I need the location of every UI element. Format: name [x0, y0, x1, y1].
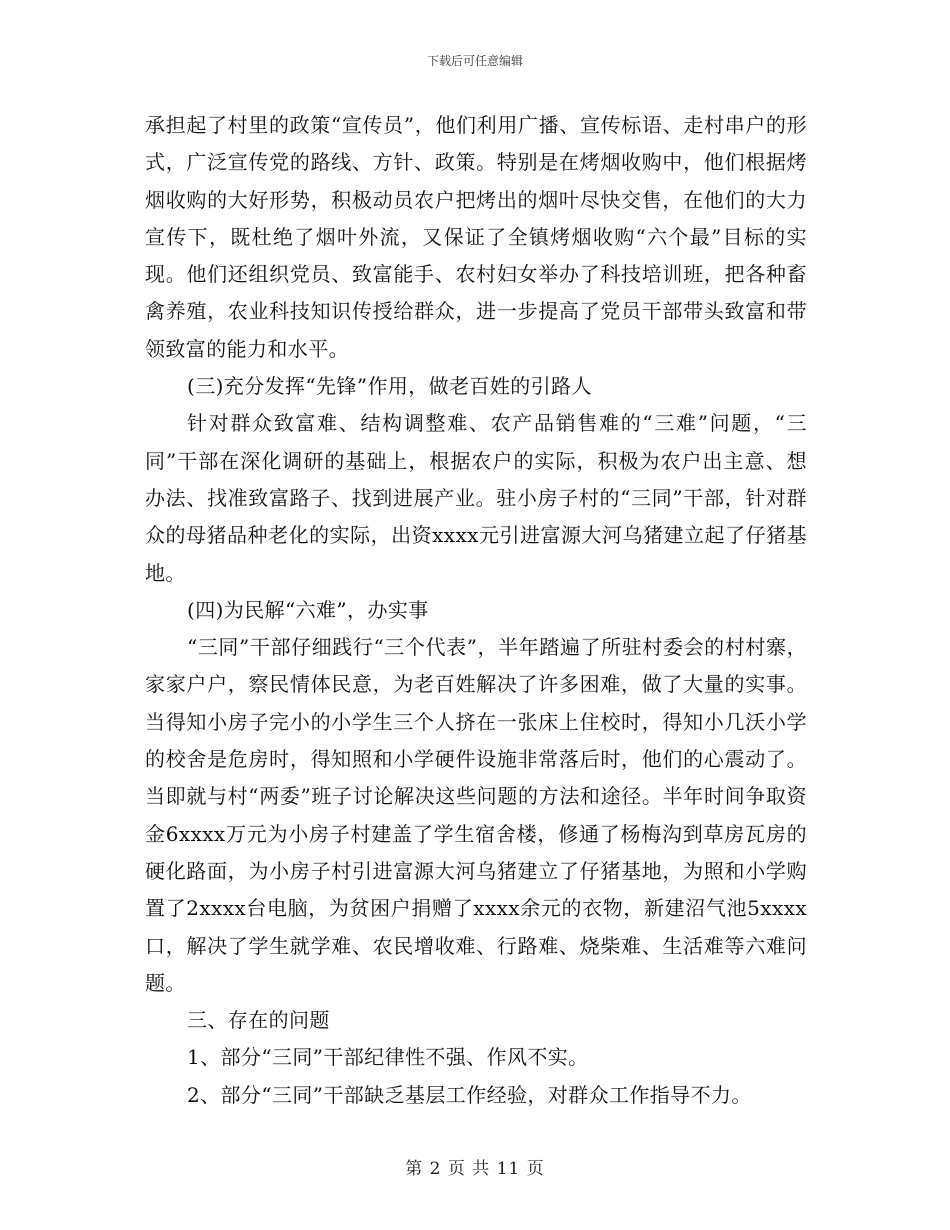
problem-item-1: 1、部分“三同”干部纪律性不强、作风不实。 [187, 1045, 589, 1070]
section-heading-problems: 三、存在的问题 [187, 1008, 330, 1033]
problem-item-2: 2、部分“三同”干部缺乏基层工作经验，对群众工作指导不力。 [187, 1082, 752, 1107]
page-number: 第 2 页 共 11 页 [405, 1159, 545, 1179]
paragraph-propaganda: 承担起了村里的政策“宣传员”，他们利用广播、宣传标语、走村串户的形式，广泛宣传党的路线、方针、政策。特别是在烤烟收购中，他们根据烤烟收购的大好形势，积极动员农户把烤出的烟叶尽快交售，在他们的大力宣传下，既杜绝了烟叶外流，又保证了全镇烤烟收购“六个最”目标的实现。他们还组织党员、致富能手、农村妇女举办了科技培训班，把各种畜禽养殖，农业科技知识传授给群众，进一步提高了党员干部带头致富和带领致富的能力和水平。 [145, 113, 807, 361]
document-body [145, 107, 807, 1114]
paragraph-six-difficulties: “三同”干部仔细践行“三个代表”，半年踏遍了所驻村委会的村村寨，家家户户，察民情体民意，为老百姓解决了许多困难，做了大量的实事。当得知小房子完小的小学生三个人挤在一张床上住校时，得知小几沃小学的校舍是危房时，得知照和小学硬件设施非常落后时，他们的心震动了。当即就与村“两委”班子讨论解决这些问题的方法和途径。半年时间争取资金6xxxx万元为小房子村建盖了学生宿舍楼，修通了杨梅沟到草房瓦房的硬化路面，为小房子村引进富源大河乌猪建立了仔猪基地，为照和小学购置了2xxxx台电脑，为贫困户捐赠了xxxx余元的衣物，新建沼气池5xxxx口，解决了学生就学难、农民增收难、行路难、烧柴难、生活难等六难问题。 [145, 635, 807, 995]
paragraph-three-difficulties: 针对群众致富难、结构调整难、农产品销售难的“三难”问题，“三同”干部在深化调研的基础上，根据农户的实际，积极为农户出主意、想办法、找准致富路子、找到进展产业。驻小房子村的“三同”干部，针对群众的母猪品种老化的实际，出资xxxx元引进富源大河乌猪建立起了仔猪基地。 [145, 411, 807, 585]
section-heading-four: (四)为民解“六难”，办实事 [187, 597, 429, 622]
page-header-note: 下载后可任意编辑 [426, 54, 523, 68]
section-heading-three: (三)充分发挥“先锋”作用，做老百姓的引路人 [187, 374, 592, 399]
